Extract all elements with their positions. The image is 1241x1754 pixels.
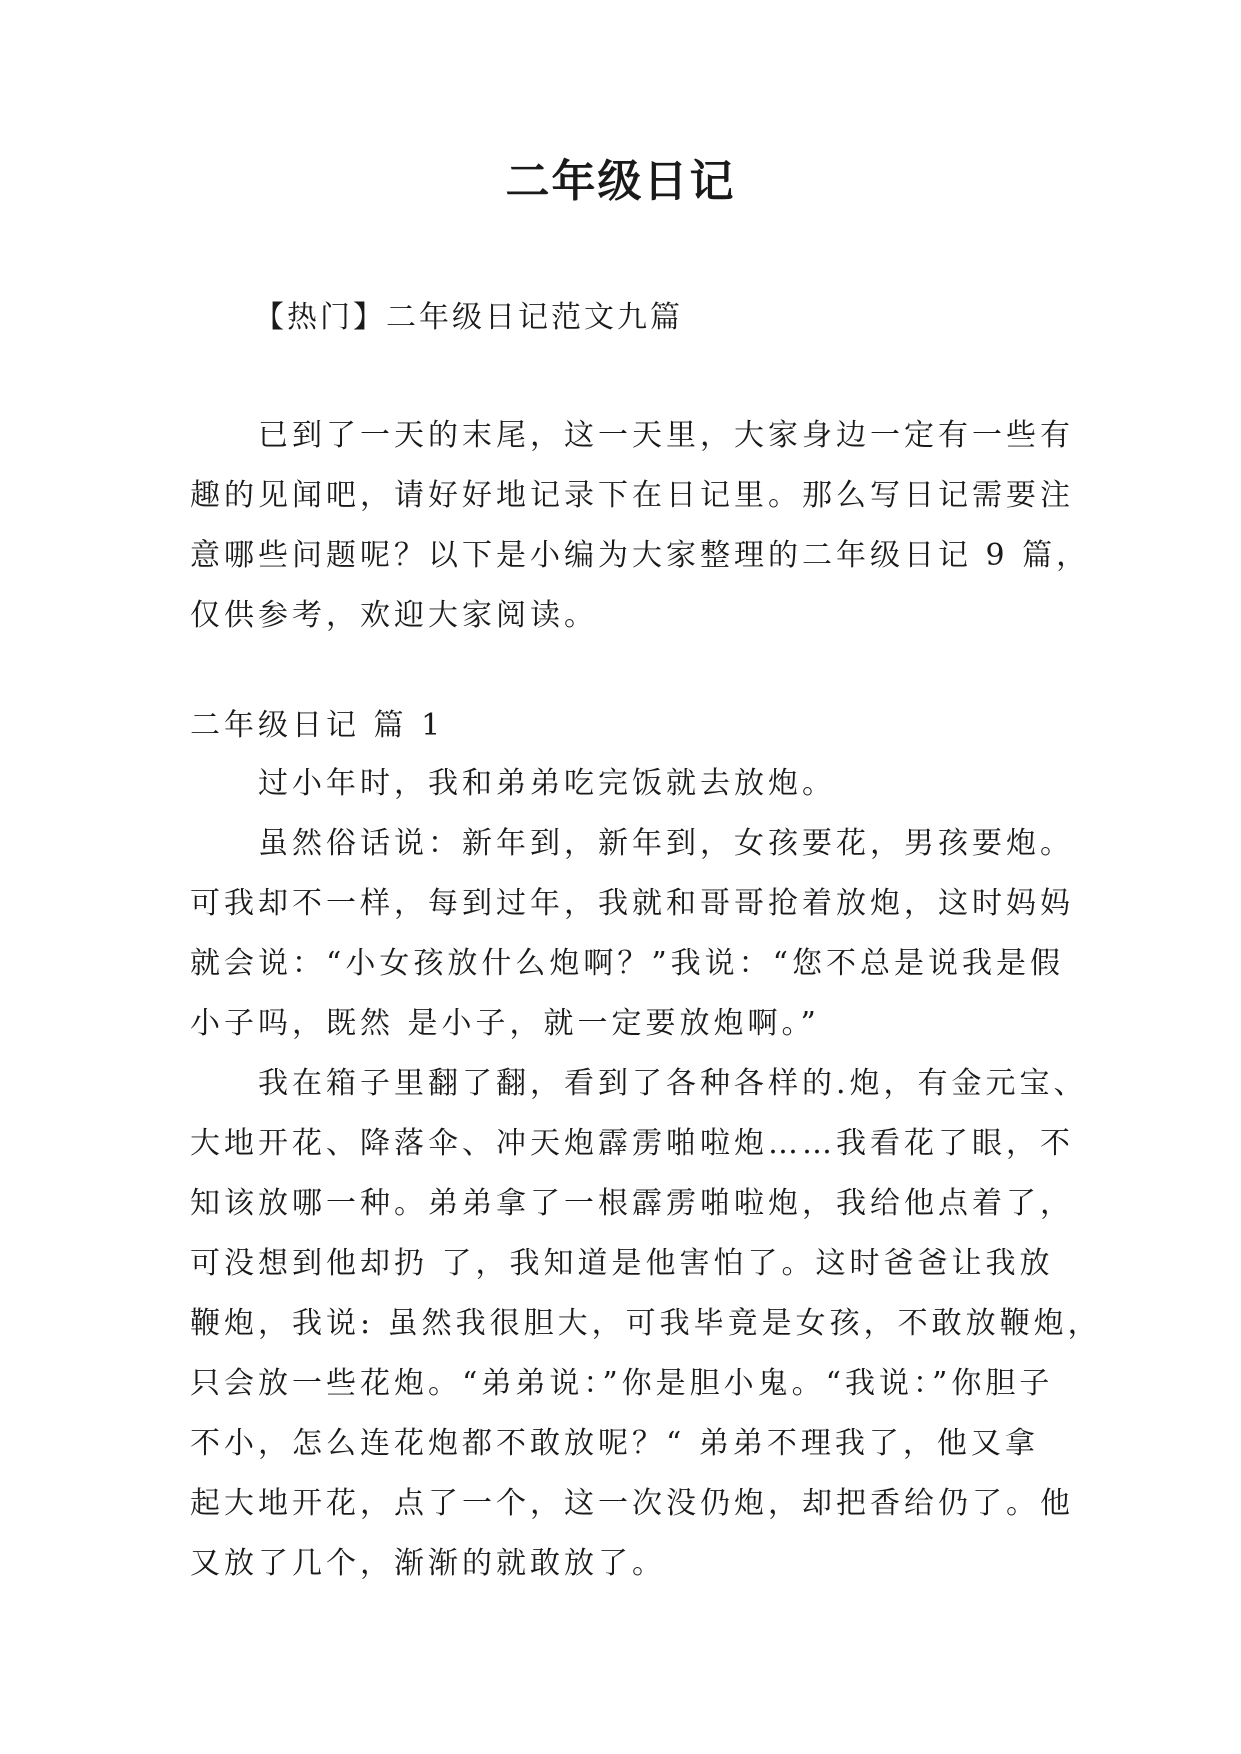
story-line: 我在箱子里翻了翻，看到了各种各样的.炮，有金元宝、 (258, 1066, 1088, 1101)
document-title: 二年级日记 (505, 156, 736, 207)
story-line: 只会放一些花炮。“弟弟说：”你是胆小鬼。“我说：”你胆子 (190, 1366, 1054, 1401)
story-line: 起大地开花，点了一个，这一次没仍炮，却把香给仍了。他 (190, 1486, 1074, 1521)
section-heading: 二年级日记 篇 1 (190, 708, 445, 743)
document-subtitle: 【热门】二年级日记范文九篇 (254, 300, 683, 335)
story-line: 又放了几个，渐渐的就敢放了。 (190, 1546, 666, 1581)
story-line: 就会说：“小女孩放什么炮啊？”我说：“您不总是说我是假 (190, 946, 1065, 981)
story-line: 小子吗，既然 是小子，就一定要放炮啊。” (190, 1006, 820, 1041)
story-line: 可没想到他却扔 了，我知道是他害怕了。这时爸爸让我放 (190, 1246, 1054, 1281)
story-line: 鞭炮，我说: 虽然我很胆大，可我毕竟是女孩，不敢放鞭炮， (190, 1306, 1102, 1341)
story-line: 不小，怎么连花炮都不敢放呢？“ 弟弟不理我了，他又拿 (190, 1426, 1039, 1461)
story-line: 虽然俗话说：新年到，新年到，女孩要花，男孩要炮。 (258, 826, 1074, 861)
story-line: 大地开花、降落伞、冲天炮霹雳啪啦炮……我看花了眼，不 (190, 1126, 1074, 1161)
story-line: 可我却不一样，每到过年，我就和哥哥抢着放炮，这时妈妈 (190, 886, 1074, 921)
intro-paragraph (190, 406, 1091, 646)
intro-line: 意哪些问题呢？以下是小编为大家整理的二年级日记 9 篇， (190, 538, 1091, 573)
intro-line: 仅供参考，欢迎大家阅读。 (190, 598, 598, 633)
intro-line: 趣的见闻吧，请好好地记录下在日记里。那么写日记需要注 (190, 478, 1074, 513)
story-line: 过小年时，我和弟弟吃完饭就去放炮。 (258, 766, 836, 801)
story-body (190, 754, 1102, 1594)
intro-line: 已到了一天的末尾，这一天里，大家身边一定有一些有 (258, 418, 1074, 453)
story-line: 知该放哪一种。弟弟拿了一根霹雳啪啦炮，我给他点着了， (190, 1186, 1074, 1221)
